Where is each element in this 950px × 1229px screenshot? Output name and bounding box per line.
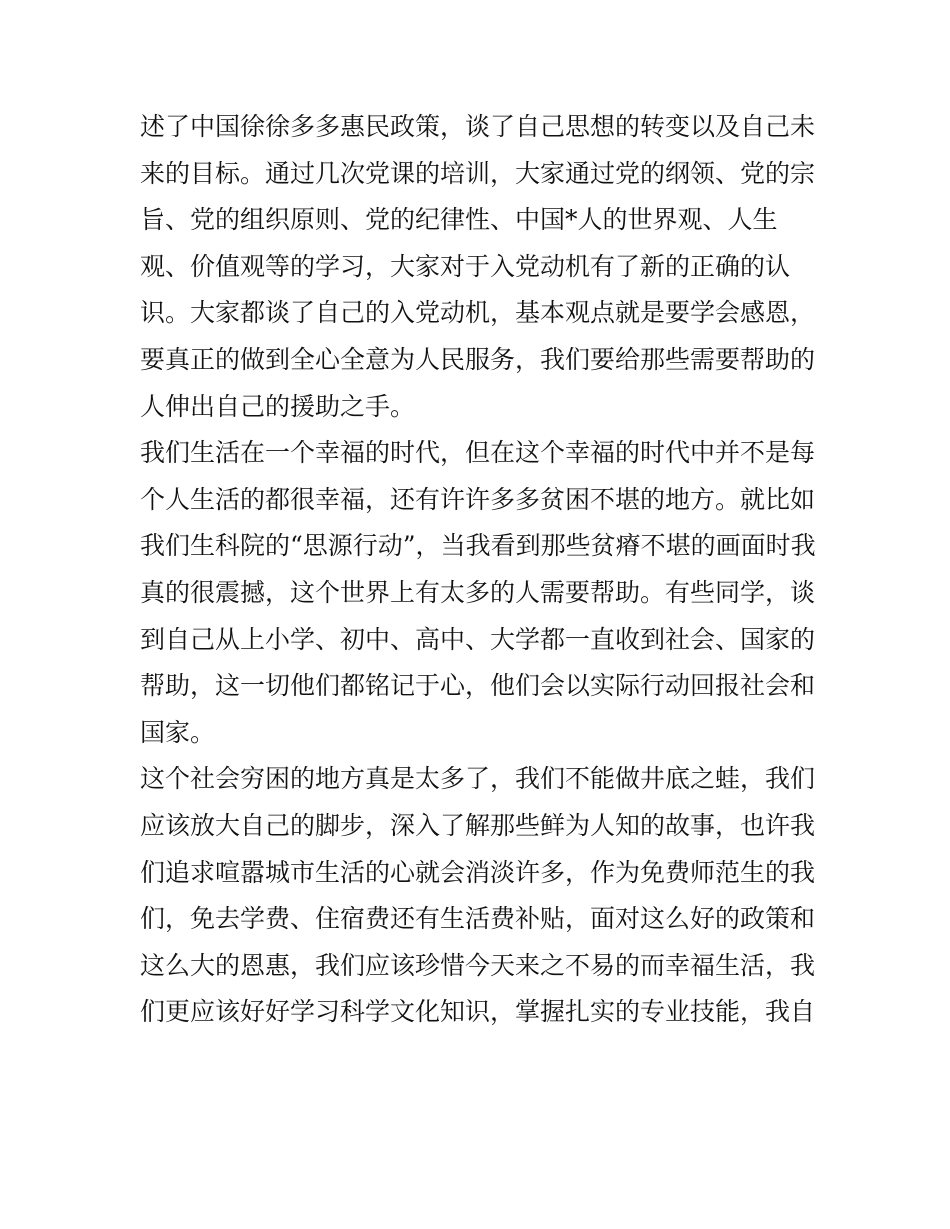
text-line: 们追求喧嚣城市生活的心就会消淡许多，作为免费师范生的我 <box>140 857 816 887</box>
text-line: 到自己从上小学、初中、高中、大学都一直收到社会、国家的 <box>140 624 816 654</box>
text-line: 这个社会穷困的地方真是太多了，我们不能做井底之蛙，我们 <box>140 764 816 794</box>
text-line: 帮助，这一切他们都铭记于心，他们会以实际行动回报社会和 <box>140 671 816 701</box>
text-line: 们更应该好好学习科学文化知识，掌握扎实的专业技能，我自 <box>140 997 816 1027</box>
text-line: 旨、党的组织原则、党的纪律性、中国*人的世界观、人生 <box>140 205 778 235</box>
text-line: 识。大家都谈了自己的入党动机，基本观点就是要学会感恩， <box>140 298 816 328</box>
text-line: 来的目标。通过几次党课的培训，大家通过党的纲领、党的宗 <box>140 158 816 188</box>
text-line: 们，免去学费、住宿费还有生活费补贴，面对这么好的政策和 <box>140 904 816 934</box>
text-line: 我们生科院的“思源行动”，当我看到那些贫瘠不堪的画面时我 <box>140 531 816 561</box>
text-line: 应该放大自己的脚步，深入了解那些鲜为人知的故事，也许我 <box>140 810 816 840</box>
text-line: 要真正的做到全心全意为人民服务，我们要给那些需要帮助的 <box>140 344 816 374</box>
text-line: 我们生活在一个幸福的时代，但在这个幸福的时代中并不是每 <box>140 438 816 468</box>
text-line: 个人生活的都很幸福，还有许许多多贫困不堪的地方。就比如 <box>140 484 816 514</box>
text-line: 真的很震撼，这个世界上有太多的人需要帮助。有些同学，谈 <box>140 577 816 607</box>
text-line: 人伸出自己的援助之手。 <box>140 391 416 421</box>
text-line: 述了中国徐徐多多惠民政策，谈了自己思想的转变以及自己未 <box>140 112 816 141</box>
text-line: 国家。 <box>140 717 216 747</box>
text-line: 观、价值观等的学习，大家对于入党动机有了新的正确的认 <box>140 251 791 281</box>
text-line: 这么大的恩惠，我们应该珍惜今天来之不易的而幸福生活，我 <box>140 950 816 980</box>
body-text <box>140 104 820 1036</box>
